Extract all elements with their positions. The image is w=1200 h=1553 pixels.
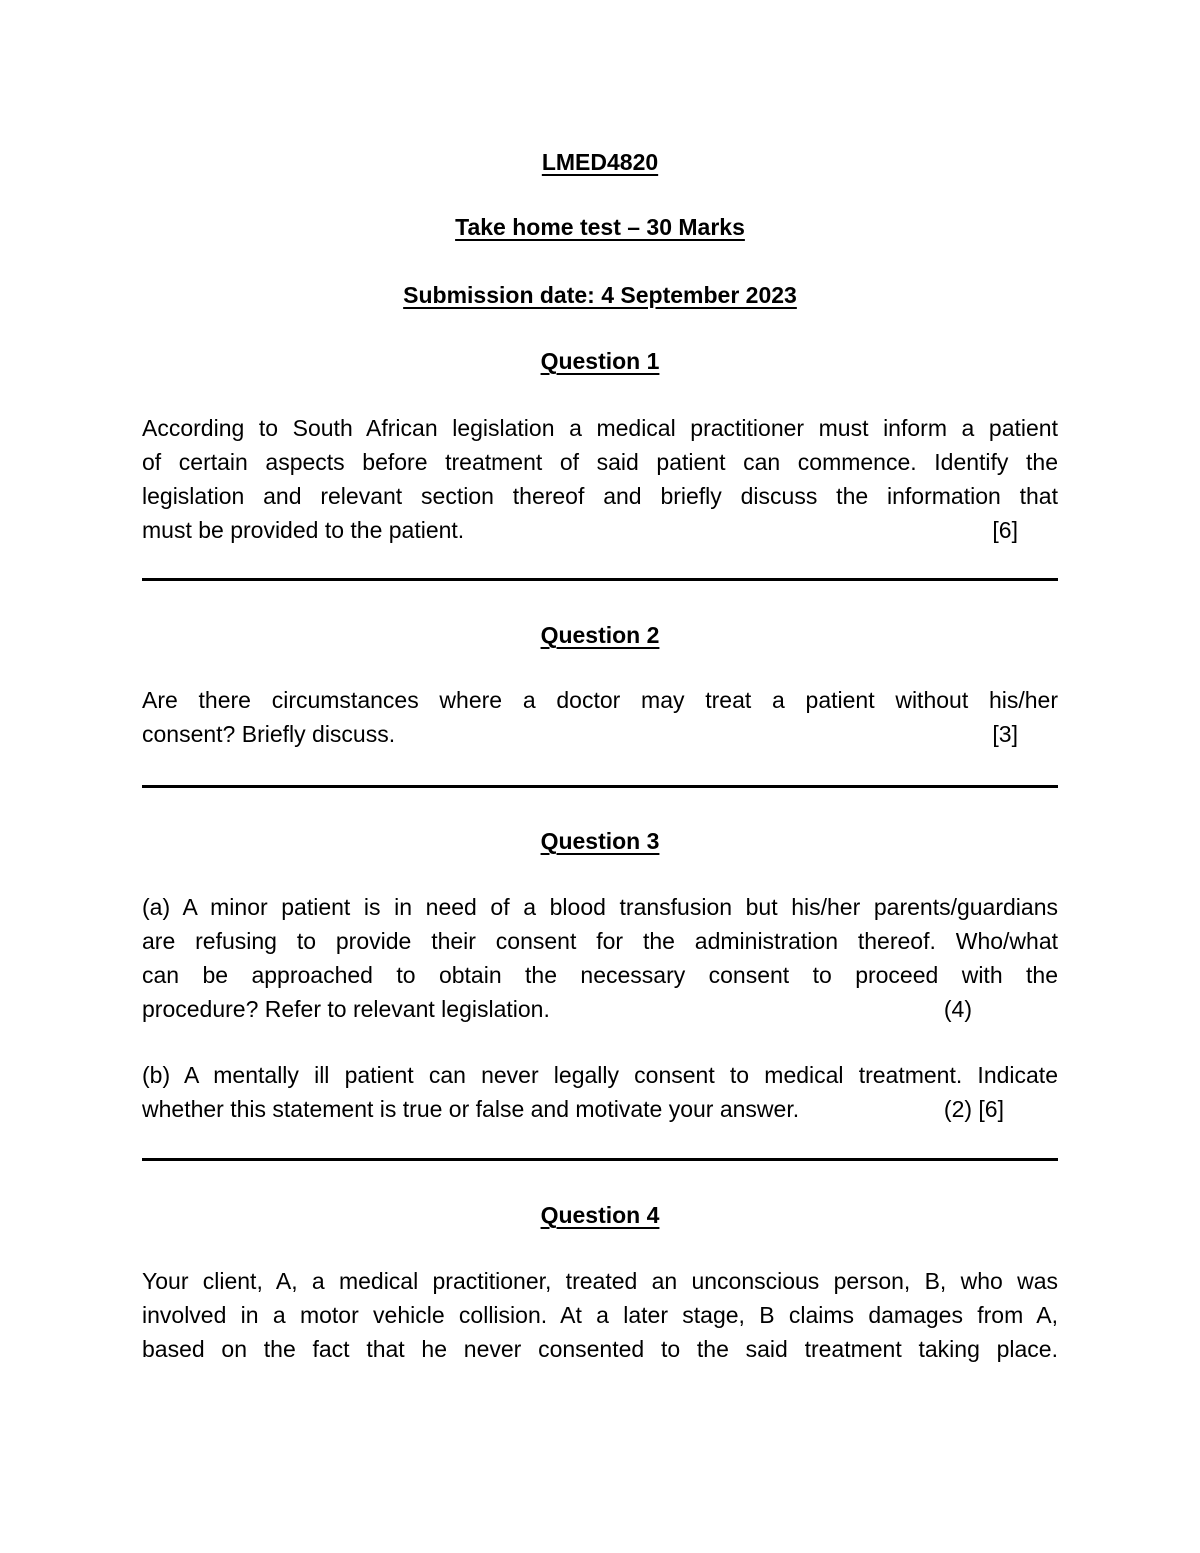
question-3a-line: (a) A minor patient is in need of a blood transfusion but his/her parents/guardians <box>142 894 1058 920</box>
question-4-line: Your client, A, a medical practitioner, treated an unconscious person, B, who was <box>142 1268 1058 1294</box>
question-3b-line: (b) A mentally ill patient can never legally consent to medical treatment. Indicate <box>142 1062 1058 1088</box>
course-code: LMED4820 <box>541 149 659 175</box>
section-divider <box>142 785 1058 788</box>
question-3-title: Question 3 <box>540 828 660 854</box>
question-2-last-line <box>142 717 1018 751</box>
question-3b-line: whether this statement is true or false and motivate your answer. <box>142 1096 800 1122</box>
submission-date: Submission date: 4 September 2023 <box>403 282 797 308</box>
question-3a-line: procedure? Refer to relevant legislation. <box>142 996 550 1022</box>
question-3a-text <box>142 890 1058 1026</box>
test-title: Take home test – 30 Marks <box>455 214 745 240</box>
section-divider <box>142 578 1058 581</box>
question-1-last-line <box>142 513 1018 547</box>
question-1-line: must be provided to the patient. <box>142 517 465 543</box>
question-3b-mark: (2) [6] <box>943 1096 1004 1122</box>
question-1-line: legislation and relevant section thereof and briefly discuss the information that <box>142 483 1058 509</box>
question-3a-line: are refusing to provide their consent for the administration thereof. Who/what <box>142 928 1058 954</box>
question-1-text <box>142 411 1058 547</box>
question-3b-text <box>142 1058 1058 1126</box>
question-2-text <box>142 683 1058 751</box>
section-divider <box>142 1158 1058 1161</box>
question-4-line: involved in a motor vehicle collision. At a later stage, B claims damages from A, <box>142 1302 1058 1328</box>
question-2-line: consent? Briefly discuss. <box>142 721 396 747</box>
question-1-mark: [6] <box>992 517 1018 543</box>
question-3b-last-line <box>142 1092 1004 1126</box>
question-4-text <box>142 1264 1058 1366</box>
question-1-line: of certain aspects before treatment of said patient can commence. Identify the <box>142 449 1058 475</box>
question-4-line: based on the fact that he never consented to the said treatment taking place. <box>142 1336 1058 1362</box>
question-4-title: Question 4 <box>540 1202 660 1228</box>
question-3a-line: can be approached to obtain the necessary consent to proceed with the <box>142 962 1058 988</box>
question-3a-last-line <box>142 992 972 1026</box>
question-2-mark: [3] <box>992 721 1018 747</box>
question-2-title: Question 2 <box>540 622 660 648</box>
question-2-line: Are there circumstances where a doctor may treat a patient without his/her <box>142 687 1058 713</box>
question-1-line: According to South African legislation a medical practitioner must inform a patient <box>142 415 1058 441</box>
question-3a-mark: (4) <box>943 996 972 1022</box>
question-1-title: Question 1 <box>540 348 660 374</box>
